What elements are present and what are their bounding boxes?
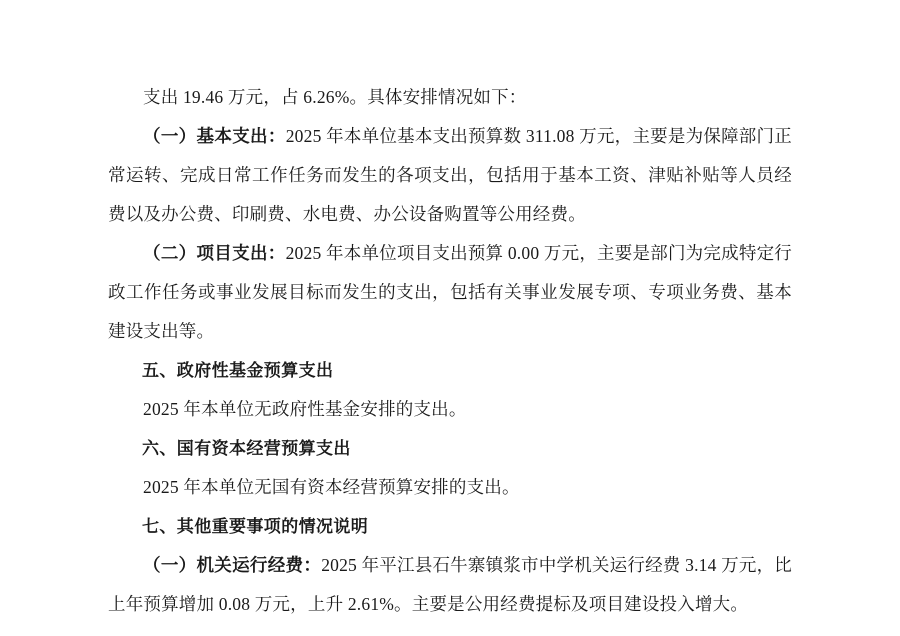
paragraph-agency-operating-expenses-text: 2025 年平江县石牛寨镇浆市中学机关运行经费 3.14 万元，比上年预算增加 0.08 万元，上升 2.61%。主要是公用经费提标及项目建设投入增大。 (108, 555, 792, 614)
paragraph-agency-operating-expenses (108, 546, 792, 624)
paragraph-project-expenditure (108, 234, 792, 351)
paragraph-project-expenditure-text: 2025 年本单位项目支出预算 0.00 万元，主要是部门为完成特定行政工作任务或事业发展目标而发生的支出，包括有关事业发展专项、专项业务费、基本建设支出等。 (108, 243, 793, 341)
heading-state-capital-budget: 六、国有资本经营预算支出 (142, 439, 351, 458)
document-body (108, 78, 792, 624)
paragraph-agency-operating-expenses-lead: （一）机关运行经费： (143, 555, 322, 575)
paragraph-basic-expenditure-text: 2025 年本单位基本支出预算数 311.08 万元，主要是为保障部门正常运转、完成日常工作任务而发生的各项支出，包括用于基本工资、津贴补贴等人员经费以及办公费、印刷费、水电费、办公设备购置等公用经费。 (108, 126, 792, 224)
paragraph-basic-expenditure-lead: （一）基本支出： (143, 126, 286, 146)
paragraph-project-expenditure-lead: （二）项目支出： (143, 243, 286, 263)
heading-other-important-matters: 七、其他重要事项的情况说明 (142, 517, 369, 536)
paragraph-basic-expenditure (108, 117, 792, 234)
paragraph-government-fund-budget: 2025 年本单位无政府性基金安排的支出。 (143, 399, 467, 419)
paragraph-state-capital-budget: 2025 年本单位无国有资本经营预算安排的支出。 (143, 477, 520, 497)
paragraph-intro: 支出 19.46 万元，占 6.26%。具体安排情况如下： (143, 87, 527, 107)
heading-government-fund-budget: 五、政府性基金预算支出 (142, 361, 334, 380)
